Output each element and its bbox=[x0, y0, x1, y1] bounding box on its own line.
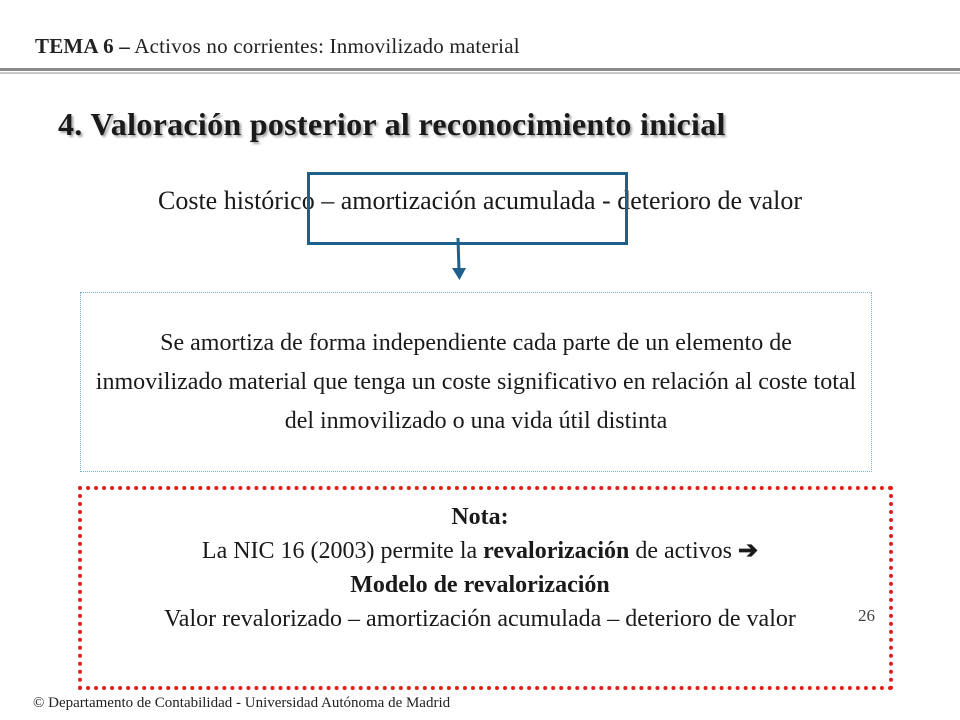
note-line1-after: de activos bbox=[629, 538, 738, 564]
note-model-title: Modelo de revalorización bbox=[350, 572, 610, 598]
note-revalued-formula: Valor revalorizado – amortización acumulada – deterioro de valor bbox=[164, 606, 796, 632]
component-depreciation-text: Se amortiza de forma independiente cada parte de un elemento de inmovilizado material que tenga un coste significativo en relación al coste total del inmovilizado o una vida útil distinta bbox=[95, 329, 857, 434]
down-arrow-icon bbox=[440, 236, 480, 282]
header-divider-light bbox=[0, 72, 960, 74]
amortization-highlight-box bbox=[307, 172, 628, 245]
header-divider bbox=[0, 68, 960, 71]
note-revalorizacion: revalorización bbox=[483, 538, 630, 564]
note-line1-before: La NIC 16 (2003) permite la bbox=[201, 538, 484, 564]
note-line-nic16 bbox=[0, 534, 960, 568]
valuation-formula: Coste histórico – amortización acumulada - deterioro de valor bbox=[158, 186, 802, 215]
page-number: 26 bbox=[858, 606, 875, 625]
footer-copyright: © Departamento de Contabilidad - Universidad Autónoma de Madrid bbox=[33, 695, 451, 711]
slide-header bbox=[35, 34, 520, 59]
right-arrow-icon: ➔ bbox=[737, 538, 759, 564]
header-subtitle: Activos no corrientes: Inmovilizado material bbox=[134, 34, 520, 58]
note-content bbox=[0, 500, 960, 636]
note-title: Nota: bbox=[451, 504, 509, 530]
tema-label: TEMA 6 – bbox=[35, 34, 130, 58]
component-depreciation-box bbox=[80, 292, 872, 472]
section-title: 4. Valoración posterior al reconocimiento inicial bbox=[58, 106, 726, 142]
